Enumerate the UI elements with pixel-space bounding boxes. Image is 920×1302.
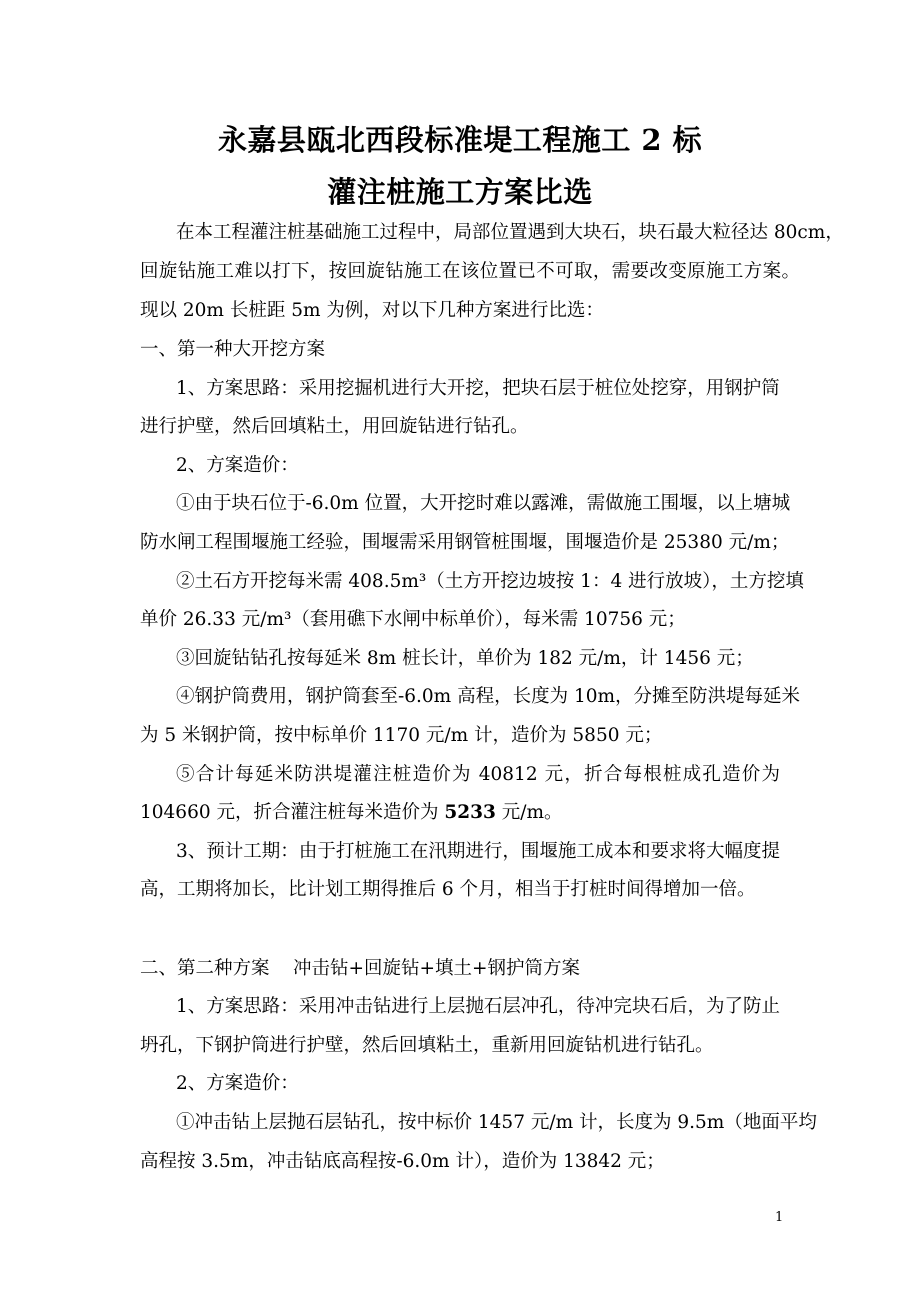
section2-heading: 二、第二种方案 冲击钻+回旋钻+填土+钢护筒方案 xyxy=(140,958,581,979)
section2-cost-heading: 2、方案造价： xyxy=(176,1073,299,1094)
section1-item4-line-1: ④钢护筒费用，钢护筒套至-6.0m 高程，长度为 10m，分摊至防洪堤每延米 xyxy=(176,686,801,707)
item5-bold-value: 5233 xyxy=(444,802,496,823)
section1-heading: 一、第一种大开挖方案 xyxy=(140,339,326,360)
document-title-line-2: 灌注桩施工方案比选 xyxy=(327,175,593,209)
section1-item5-line-2 xyxy=(140,801,563,825)
item5-text-post: 元/m。 xyxy=(495,802,563,823)
section1-cost-heading: 2、方案造价： xyxy=(176,455,299,476)
intro-line-2: 回旋钻施工难以打下，按回旋钻施工在该位置已不可取，需要改变原施工方案。 xyxy=(140,261,800,282)
item5-text-pre: 104660 元，折合灌注桩每米造价为 xyxy=(140,802,445,823)
section1-period-line-2: 高，工期将加长，比计划工期得推后 6 个月，相当于打桩时间得增加一倍。 xyxy=(140,879,756,900)
section1-item1-line-1: ①由于块石位于-6.0m 位置，大开挖时难以露滩，需做施工围堰，以上塘城 xyxy=(176,493,791,514)
document-title-line-1: 永嘉县瓯北西段标准堤工程施工 2 标 xyxy=(217,123,703,157)
section1-item2-line-2: 单价 26.33 元/m³（套用礁下水闸中标单价），每米需 10756 元； xyxy=(140,609,686,630)
page-number: 1 xyxy=(775,1210,784,1225)
section1-idea-line-2: 进行护壁，然后回填粘土，用回旋钻进行钻孔。 xyxy=(140,416,529,437)
section2-idea-line-2: 坍孔，下钢护筒进行护壁，然后回填粘土，重新用回旋钻机进行钻孔。 xyxy=(140,1035,714,1056)
section1-item5-line-1: ⑤合计每延米防洪堤灌注桩造价为 40812 元，折合每根桩成孔造价为 xyxy=(176,764,780,785)
section1-item3-line-1: ③回旋钻钻孔按每延米 8m 桩长计，单价为 182 元/m，计 1456 元； xyxy=(176,648,754,669)
section2-item1-line-2: 高程按 3.5m，冲击钻底高程按-6.0m 计），造价为 13842 元； xyxy=(140,1151,665,1172)
intro-line-3: 现以 20m 长桩距 5m 为例，对以下几种方案进行比选： xyxy=(140,300,604,321)
section1-period-line-1: 3、预计工期：由于打桩施工在汛期进行，围堰施工成本和要求将大幅度提 xyxy=(176,841,780,862)
section1-item1-line-2: 防水闸工程围堰施工经验，围堰需采用钢管桩围堰，围堰造价是 25380 元/m； xyxy=(140,532,790,553)
intro-line-1: 在本工程灌注桩基础施工过程中，局部位置遇到大块石，块石最大粒径达 80cm， xyxy=(176,222,844,243)
section1-idea-line-1: 1、方案思路：采用挖掘机进行大开挖，把块石层于桩位处挖穿，用钢护筒 xyxy=(176,378,780,399)
section2-item1-line-1: ①冲击钻上层抛石层钻孔，按中标价 1457 元/m 计，长度为 9.5m（地面平均 xyxy=(176,1112,817,1133)
section1-item4-line-2: 为 5 米钢护筒，按中标单价 1170 元/m 计，造价为 5850 元； xyxy=(140,725,663,746)
section1-item2-line-1: ②土石方开挖每米需 408.5m³（土方开挖边坡按 1：4 进行放坡），土方挖填 xyxy=(176,571,804,592)
section2-idea-line-1: 1、方案思路：采用冲击钻进行上层抛石层冲孔，待冲完块石后，为了防止 xyxy=(176,996,780,1017)
